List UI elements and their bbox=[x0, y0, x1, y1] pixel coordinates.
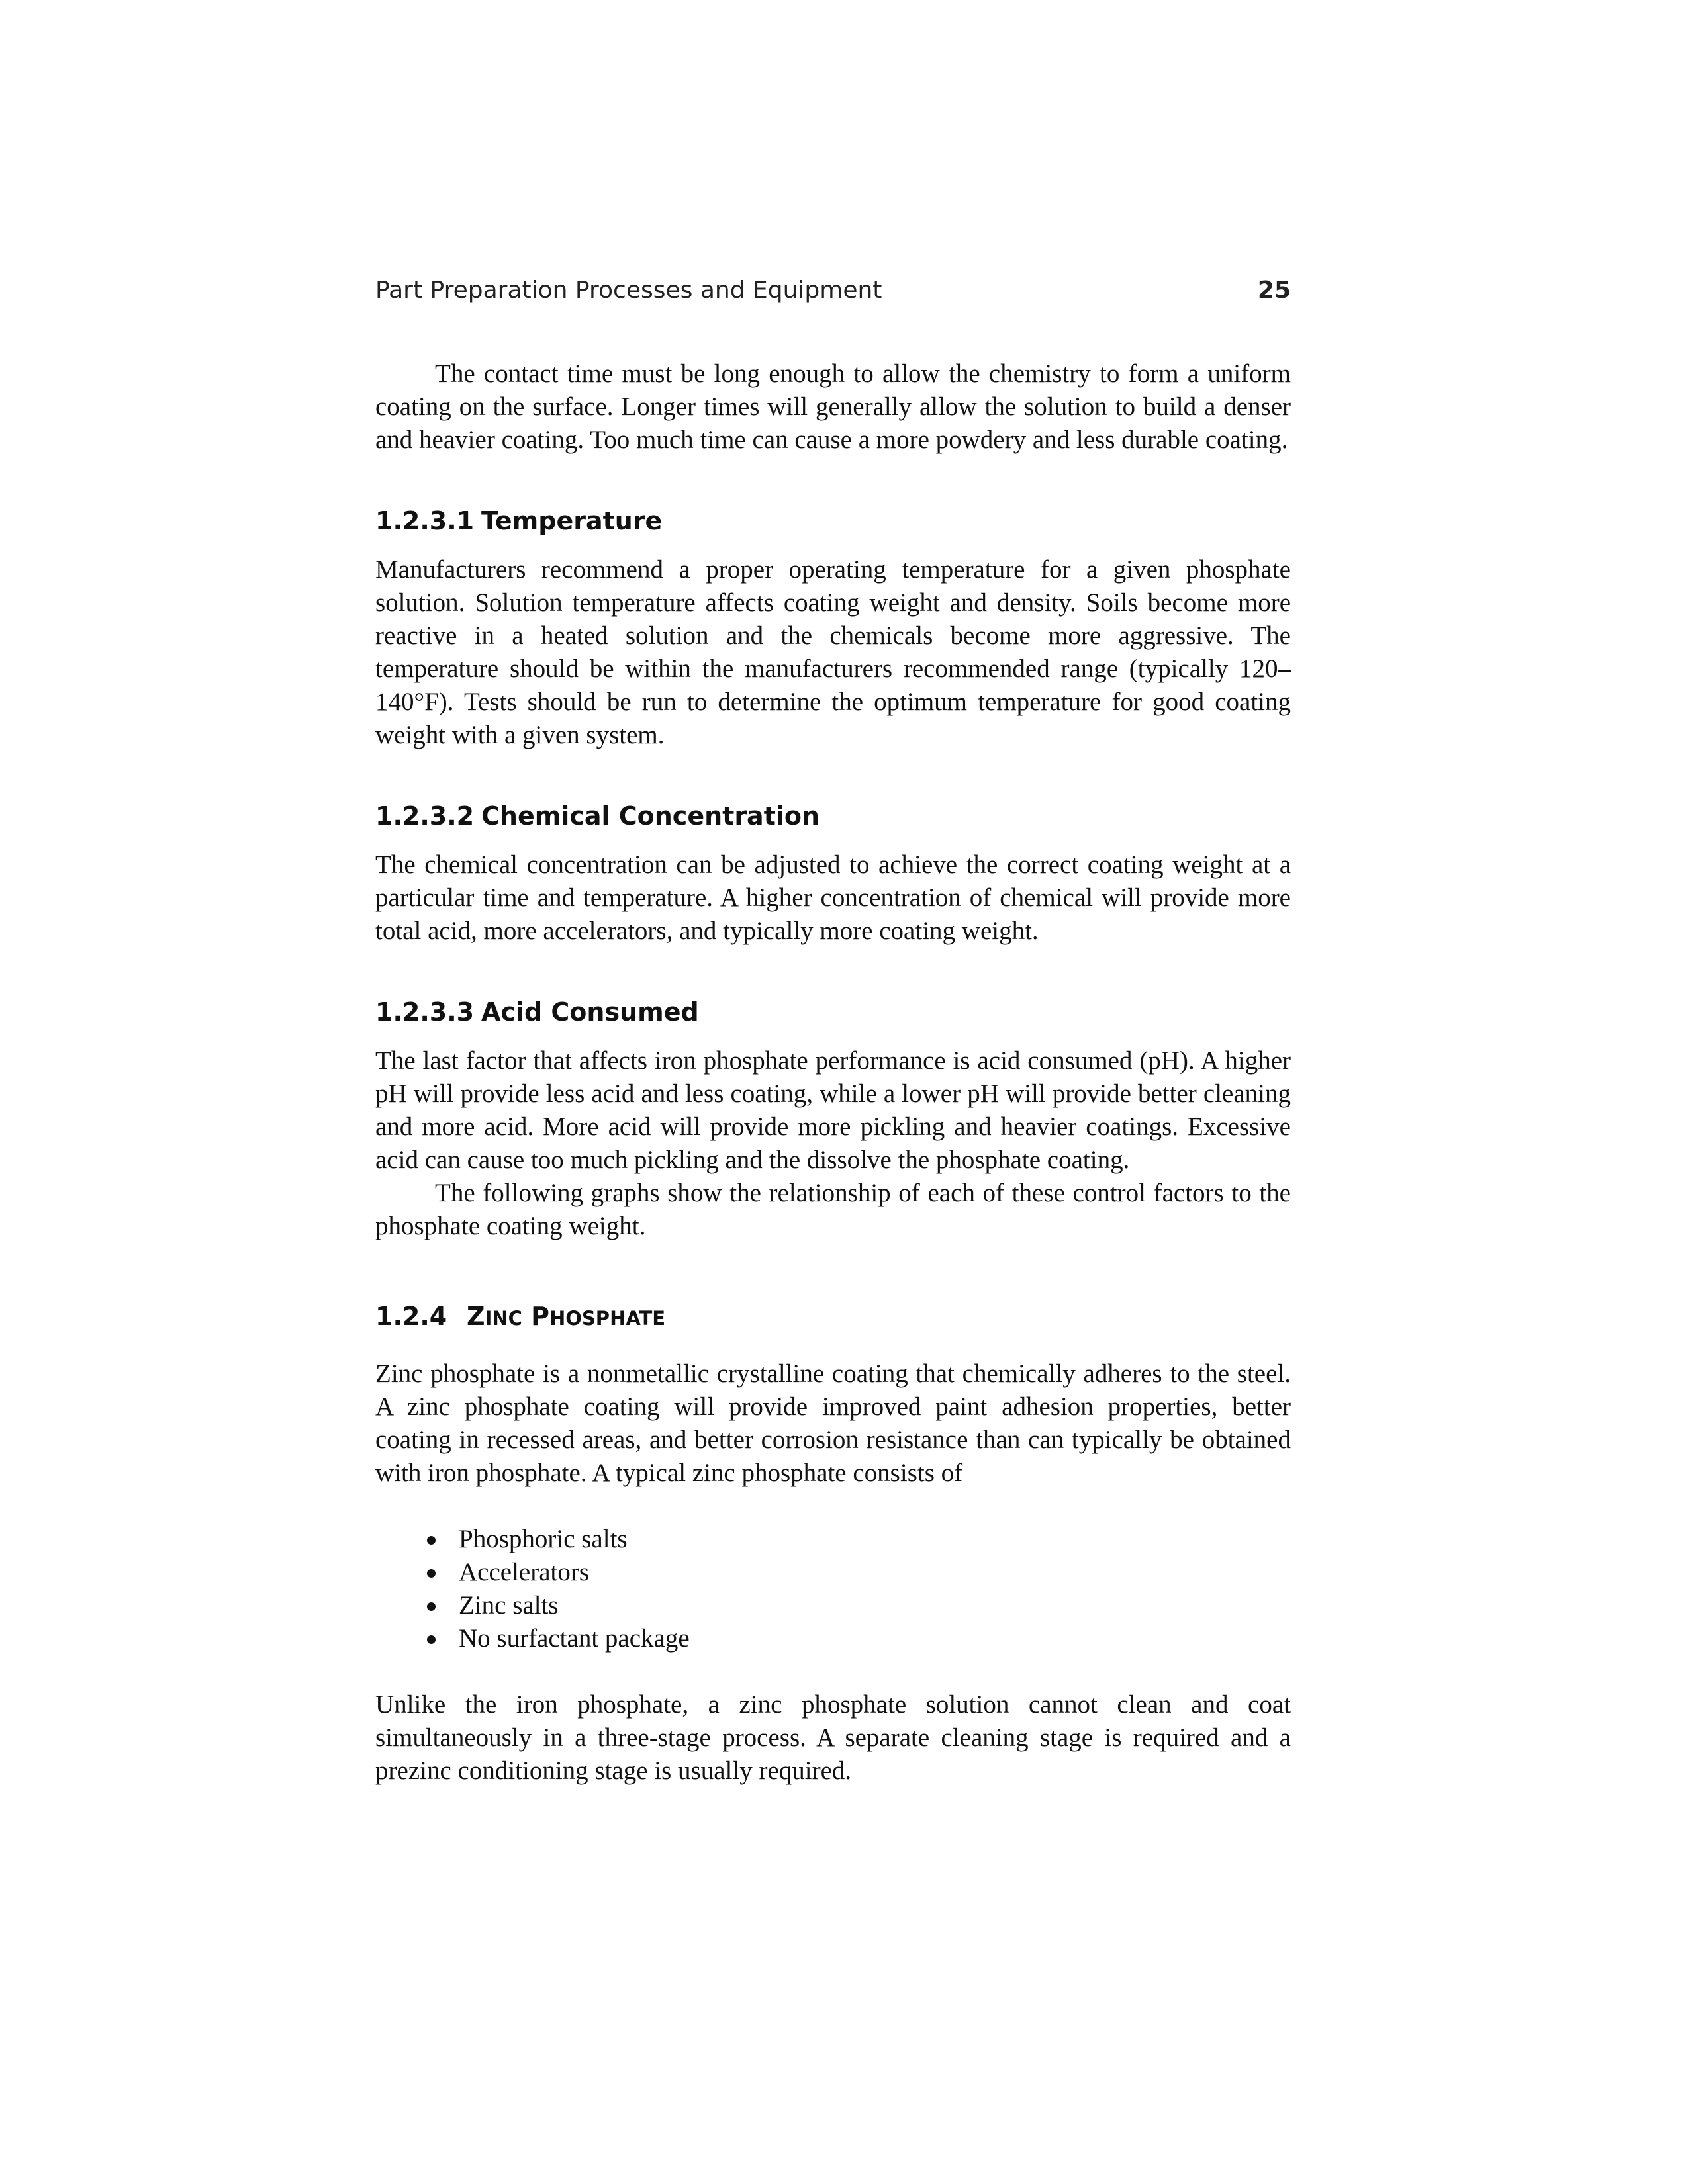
list-item-text: Accelerators bbox=[459, 1558, 590, 1586]
list-item bbox=[427, 1622, 1291, 1655]
list-item bbox=[427, 1523, 1291, 1556]
graphs-paragraph: The following graphs show the relationship of each of these control factors to the phosphate coating weight. bbox=[375, 1179, 1291, 1240]
list-item-text: Zinc salts bbox=[459, 1591, 559, 1619]
section-number: 1.2.4 bbox=[375, 1302, 447, 1331]
intro-paragraph: The contact time must be long enough to allow the chemistry to form a uniform coating on the surface. Longer times will generally allow the solution to build a denser and heavier coating. Too much time can cause a more powdery and less durable coating. bbox=[375, 359, 1291, 454]
bullet-icon bbox=[427, 1635, 436, 1644]
temperature-paragraph: Manufacturers recommend a proper operating temperature for a given phosphate solution. Solution temperature affects coating weight and density. Soils become more reactive in a heated solution and the chemicals become more aggressive. The temperature should be within the manufacturers recommended range (typically 120–140°F). Tests should be run to determine the optimum temperature for good coating weight with a given system. bbox=[375, 555, 1291, 749]
running-head bbox=[375, 277, 1291, 310]
page-number: 25 bbox=[1257, 277, 1291, 304]
list-item-text: No surfactant package bbox=[459, 1624, 690, 1653]
section-number: 1.2.3.2 bbox=[375, 801, 475, 831]
section-title: Acid Consumed bbox=[481, 997, 699, 1026]
section-title: Chemical Concentration bbox=[481, 801, 820, 831]
acid-paragraph: The last factor that affects iron phosphate performance is acid consumed (pH). A higher pH will provide less acid and less coating, while a lower pH will provide better cleaning and more acid. More acid will provide more pickling and heavier coatings. Excessive acid can cause too much pickling and the dissolve the phosphate coating. bbox=[375, 1046, 1291, 1174]
list-item bbox=[427, 1556, 1291, 1589]
list-item bbox=[427, 1589, 1291, 1622]
concentration-paragraph: The chemical concentration can be adjusted to achieve the correct coating weight at a particular time and temperature. A higher concentration of chemical will provide more total acid, more accelerators, and typically more coating weight. bbox=[375, 850, 1291, 945]
zinc-closing-paragraph: Unlike the iron phosphate, a zinc phosphate solution cannot clean and coat simultaneously in a three-stage process. A separate cleaning stage is required and a prezinc conditioning stage is usually required. bbox=[375, 1690, 1291, 1785]
section-number: 1.2.3.3 bbox=[375, 997, 475, 1026]
body-text bbox=[375, 357, 1291, 1788]
section-heading-zinc-phosphate bbox=[375, 1300, 1291, 1335]
bullet-icon bbox=[427, 1602, 436, 1611]
section-heading-acid-consumed bbox=[375, 995, 1291, 1028]
list-item-text: Phosphoric salts bbox=[459, 1525, 628, 1553]
title-letter: P bbox=[531, 1302, 549, 1331]
section-heading-temperature bbox=[375, 504, 1291, 537]
bullet-icon bbox=[427, 1536, 436, 1545]
zinc-paragraph: Zinc phosphate is a nonmetallic crystalline coating that chemically adheres to the steel. A zinc phosphate coating will provide improved paint adhesion properties, better coating in recessed areas, and better corrosion resistance than can typically be obtained with iron phosphate. A typical zinc phosphate consists of bbox=[375, 1359, 1291, 1487]
title-smallcaps: INC bbox=[485, 1307, 522, 1330]
zinc-components-list bbox=[375, 1523, 1291, 1655]
title-letter: Z bbox=[467, 1302, 485, 1331]
bullet-icon bbox=[427, 1569, 436, 1578]
section-title: Temperature bbox=[481, 506, 663, 535]
section-heading-chemical-concentration bbox=[375, 799, 1291, 833]
title-smallcaps: HOSPHATE bbox=[549, 1307, 666, 1330]
running-title: Part Preparation Processes and Equipment bbox=[375, 277, 882, 304]
section-number: 1.2.3.1 bbox=[375, 506, 475, 535]
